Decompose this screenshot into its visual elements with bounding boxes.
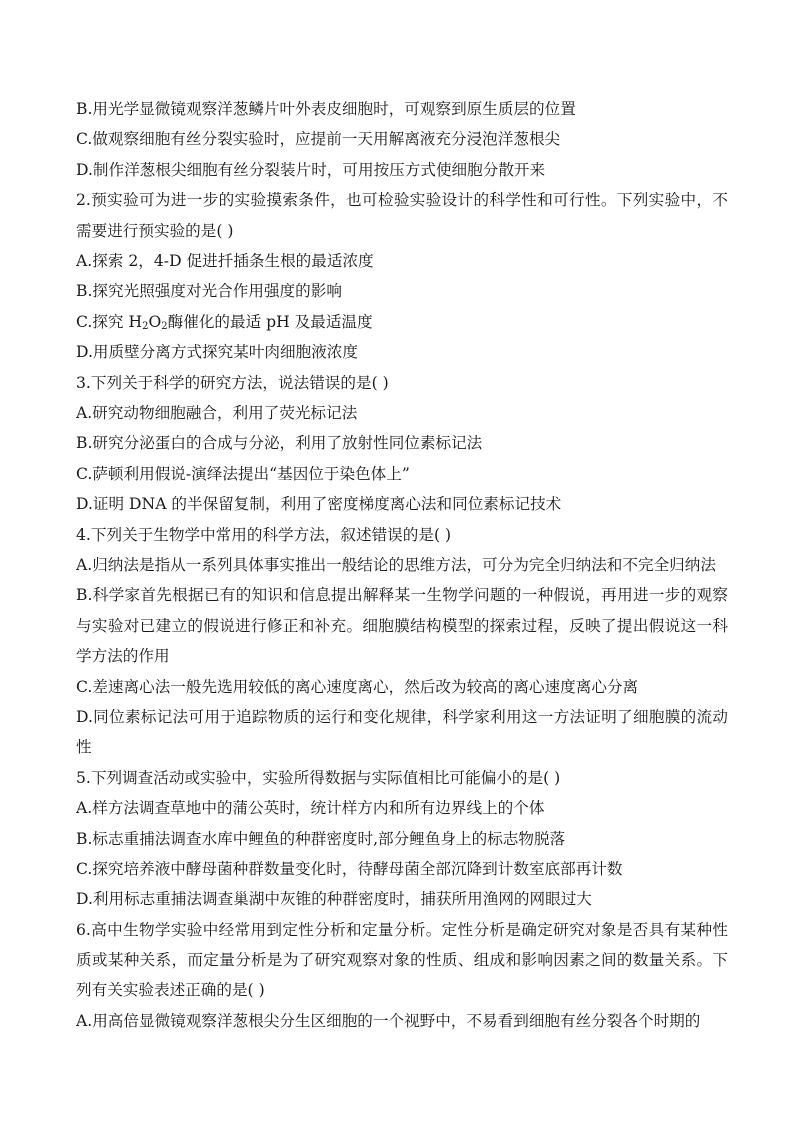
document-page [76, 94, 728, 1036]
q2-stem: 2.预实验可为进一步的实验摸索条件，也可检验实验设计的科学性和可行性。下列实验中，不需要进行预实验的是( ) [76, 191, 728, 240]
q3-stem: 3.下列关于科学的研究方法，说法错误的是( ) [76, 373, 389, 392]
q2c-subscript-2: 2 [161, 320, 168, 332]
q3-option-b: B.研究分泌蛋白的合成与分泌，利用了放射性同位素标记法 [76, 434, 483, 453]
q2-option-a: A.探索 2，4-D 促进扦插条生根的最适浓度 [76, 251, 374, 270]
q1-option-d: D.制作洋葱根尖细胞有丝分裂装片时，可用按压方式使细胞分散开来 [76, 160, 546, 179]
q2-option-b: B.探究光照强度对光合作用强度的影响 [76, 282, 342, 301]
q4-stem: 4.下列关于生物学中常用的科学方法，叙述错误的是( ) [76, 525, 452, 544]
q3-option-d: D.证明 DNA 的半保留复制，利用了密度梯度离心法和同位素标记技术 [76, 495, 562, 514]
q6-option-a: A.用高倍显微镜观察洋葱根尖分生区细胞的一个视野中，不易看到细胞有丝分裂各个时期的 [76, 1011, 701, 1030]
q5-option-c: C.探究培养液中酵母菌种群数量变化时，待酵母菌全部沉降到计数室底部再计数 [76, 859, 623, 878]
q5-option-b: B.标志重捕法调查水库中鲤鱼的种群密度时,部分鲤鱼身上的标志物脱落 [76, 829, 566, 848]
q2-option-c [76, 307, 728, 337]
q4-option-d: D.同位素标记法可用于追踪物质的运行和变化规律，科学家利用这一方法证明了细胞膜的流动性 [76, 707, 728, 757]
q1-option-c: C.做观察细胞有丝分裂实验时，应提前一天用解离液充分浸泡洋葱根尖 [76, 130, 561, 149]
q2-option-d: D.用质壁分离方式探究某叶肉细胞液浓度 [76, 343, 358, 362]
q2c-text-1: C.探究 H [76, 312, 143, 331]
q6-stem: 6.高中生物学实验中经常用到定性分析和定量分析。定性分析是确定研究对象是否具有某种性质或某种关系，而定量分析是为了研究观察对象的性质、组成和影响因素之间的数量关系。下列有关实验表述正确的是( ) [76, 920, 728, 1000]
q4-option-b: B.科学家首先根据已有的知识和信息提出解释某一生物学问题的一种假说，再用进一步的观察与实验对已建立的假说进行修正和补充。细胞膜结构模型的探索过程，反映了提出假说这一科学方法的作用 [76, 586, 728, 666]
q5-stem: 5.下列调查活动或实验中，实验所得数据与实际值相比可能偏小的是( ) [76, 768, 561, 787]
q4-option-c: C.差速离心法一般先选用较低的离心速度离心，然后改为较高的离心速度离心分离 [76, 677, 639, 696]
q3-option-c: C.萨顿利用假说-演绎法提出“基因位于染色体上” [76, 464, 410, 483]
q3-option-a: A.研究动物细胞融合，利用了荧光标记法 [76, 403, 358, 422]
q4-option-a: A.归纳法是指从一系列具体事实推出一般结论的思维方法，可分为完全归纳法和不完全归纳法 [76, 555, 716, 574]
q5-option-d: D.利用标志重捕法调查巢湖中灰锥的种群密度时，捕获所用渔网的网眼过大 [76, 890, 592, 909]
q5-option-a: A.样方法调查草地中的蒲公英时，统计样方内和所有边界线上的个体 [76, 799, 545, 818]
q1-option-b: B.用光学显微镜观察洋葱鳞片叶外表皮细胞时，可观察到原生质层的位置 [76, 100, 576, 118]
q2c-subscript-1: 2 [142, 320, 149, 332]
q2c-text-2: O [148, 312, 162, 331]
q2c-text-3: 酶催化的最适 pH 及最适温度 [167, 312, 373, 331]
